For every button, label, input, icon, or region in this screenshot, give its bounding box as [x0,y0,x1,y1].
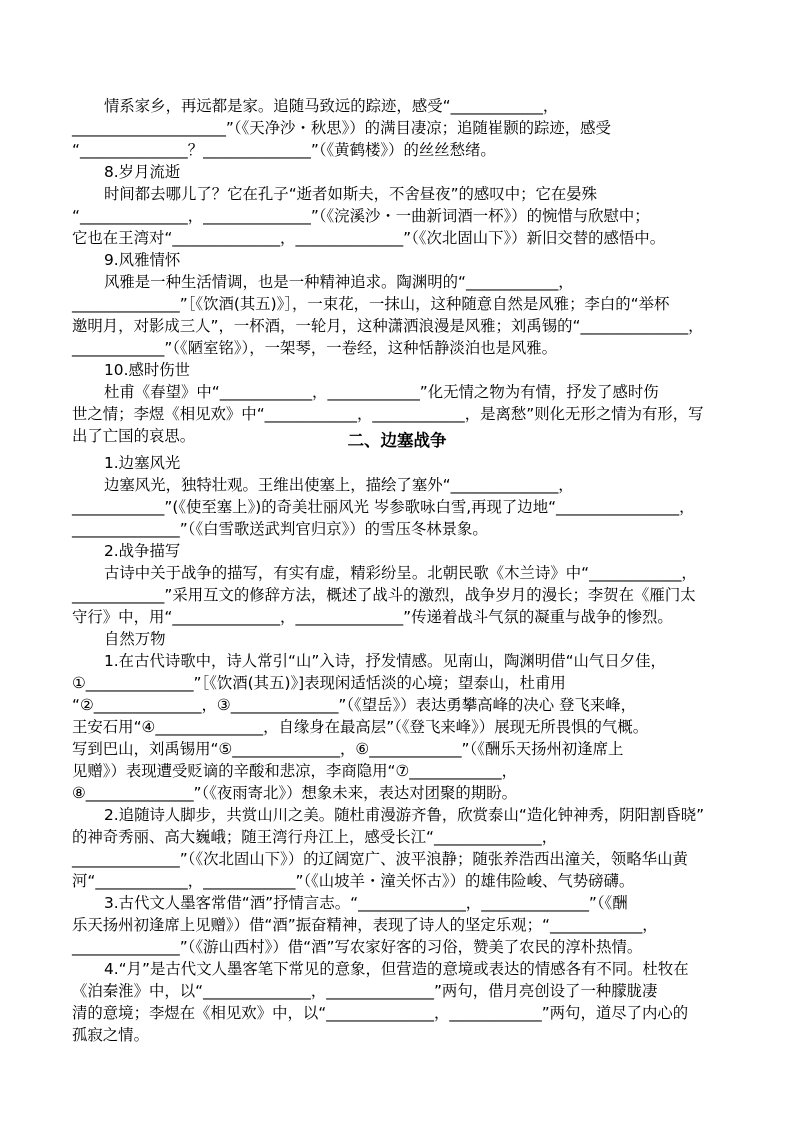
text-line: 见赠》）表现遭受贬谪的辛酸和悲凉，李商隐用“⑦____________， [72,762,518,780]
text-line: ______________”（《白雪歌送武判官归京》）的雪压冬林景象。 [72,520,488,538]
text-line: ____________________”（《天净沙・秋思》）的满目凄凉；追随崔颢的踪迹，感受 [72,119,611,137]
text-line: 世之情；李煜《相见欢》中“____________，____________，是离愁”则化无形之情为有形，写 [72,405,704,423]
text-line: 杜甫《春望》中“____________，____________”化无情之物为有情，抒发了感时伤 [104,383,659,401]
text-line: 1.在古代诗歌中，诗人常引“山”入诗，抒发情感。见南山，陶渊明借“山气日夕佳， [104,652,666,670]
text-line: “______________，______________”（《浣溪沙・一曲新词酒一杯》）的惋惜与欣慰中； [72,207,650,225]
chapter-title: 二、边塞战争 [347,431,447,450]
text-line: 守行》中，用“______________，______________”传递着战斗气氛的凝重与战争的惨烈。 [72,608,673,626]
text-line: 河“____________，____________”（《山坡羊・潼关怀古》）的雄伟险峻、气势磅礴。 [72,872,635,890]
text-line: 古诗中关于战争的描写，有实有虚，精彩纷呈。北朝民歌《木兰诗》中“____________， [104,564,697,582]
section-heading: 1.边塞风光 [104,454,181,472]
text-line: 边塞风光，独特壮观。王维出使塞上，描绘了塞外“______________， [104,476,574,494]
text-line: “②______________，③______________”（《望岳》）表达勇攀高峰的决心 登飞来峰， [72,696,637,714]
text-line: 孤寂之情。 [72,1026,149,1044]
text-line: ①______________”［《饮酒(其五)》]表现闲适恬淡的心境；望泰山，杜甫用 [72,674,566,692]
text-line: 《泊秦淮》中，以“______________，______________”两句，借月亮创设了一种朦胧凄 [72,982,658,1000]
text-line: 2.追随诗人脚步，共赏山川之美。随杜甫漫游齐鲁，欣赏泰山“造化钟神秀，阴阳割昏晓” [104,806,705,824]
text-line: 王安石用“④______________，自缘身在最高层”（《登飞来峰》）展现无所畏惧的气概。 [72,718,649,736]
section-heading: 10.感时伤世 [104,361,191,379]
text-line: 3.古代文人墨客常借“酒”抒情言志。“______________，______________”（《酬 [104,894,628,912]
text-line: “______________？______________”（《黄鹤楼》）的丝丝愁绪。 [72,141,496,159]
section-heading: 2.战争描写 [104,542,181,560]
text-line: 4.“月”是古代文人墨客笔下常见的意象，但营造的意境或表达的情感各有不同。杜牧在 [104,960,689,978]
text-line: ____________”采用互文的修辞方法，概述了战斗的激烈，战争岁月的漫长；李贺在《雁门太 [72,586,696,604]
text-line: 邀明月，对影成三人”，一杯酒，一轮月，这种潇洒浪漫是风雅；刘禹锡的“______________， [72,317,704,335]
text-line: ______________”（《游山西村》）借“酒”写农家好客的习俗，赞美了农民的淳朴热情。 [72,938,643,956]
text-line: ____________”(《使至塞上》)的奇美壮丽风光 岑参歌咏白雪,再现了边地“________________， [72,498,695,516]
text-line: 情系家乡，再远都是家。追随马致远的踪迹，感受“____________， [104,97,559,115]
text-line: 出了亡国的哀思。 [72,427,196,445]
section-heading: 9.风雅情怀 [104,251,181,269]
text-line: ⑧______________”（《夜雨寄北》）想象未来，表达对团聚的期盼。 [72,784,517,802]
text-line: 时间都去哪儿了？它在孔子“逝者如斯夫，不舍昼夜”的感叹中；它在晏殊 [104,185,598,203]
text-line: ____________”（《陋室铭》），一架琴，一卷经，这种恬静淡泊也是风雅。 [72,339,558,357]
text-line: ______________”（《次北固山下》）的辽阔宽广、波平浪静；随张养浩西出潼关，领略华山黄 [72,850,688,868]
text-line: ______________”［《饮酒(其五)》］，一束花，一抹山，这种随意自然是风雅；李白的“举杯 [72,295,670,313]
text-line: 清的意境；李煜在《相见欢》中，以“______________，____________”两句，道尽了内心的 [72,1004,689,1022]
text-line: 乐天扬州初逢席上见赠》）借“酒”振奋精神，表现了诗人的坚定乐观；“____________， [72,916,658,934]
text-line: 它也在王湾对“______________，______________”（《次北固山下》）新旧交替的感悟中。 [72,229,666,247]
section-heading: 8.岁月流逝 [104,163,181,181]
text-line: 写到巴山，刘禹锡用“⑤______________，⑥____________”（《酬乐天扬州初逢席上 [72,740,624,758]
section-heading: 自然万物 [104,630,166,648]
text-line: 风雅是一种生活情调，也是一种精神追求。陶渊明的“____________， [104,273,574,291]
text-line: 的神奇秀丽、高大巍峨；随王湾行舟江上，感受长江“______________， [72,828,558,846]
